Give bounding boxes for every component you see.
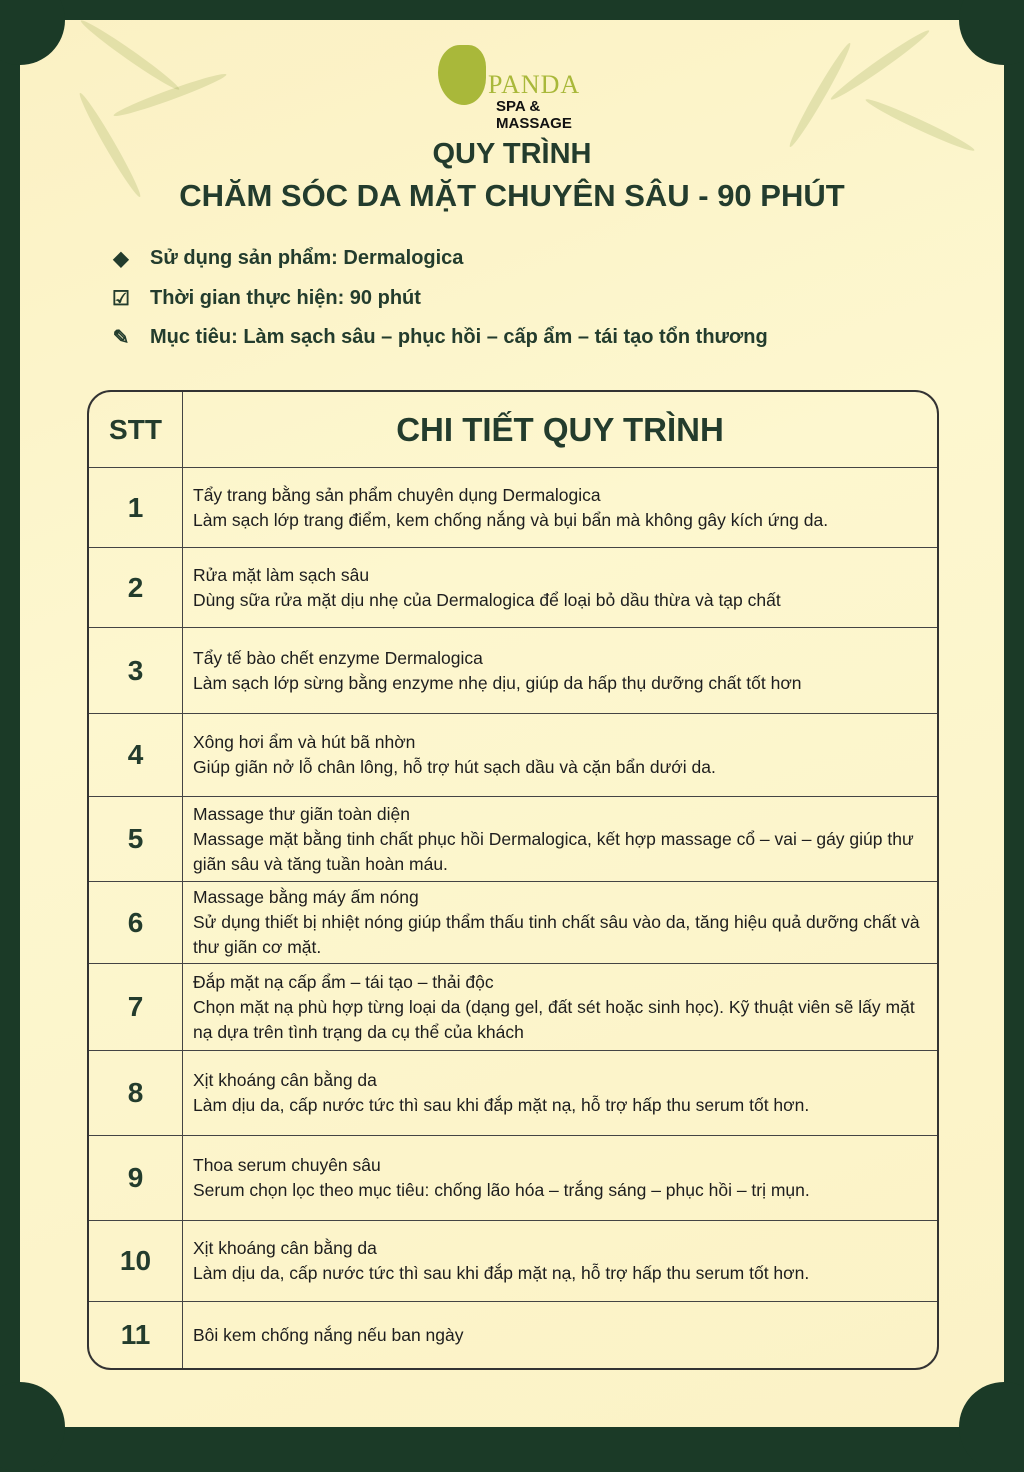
step-detail — [183, 714, 937, 797]
step-number: 1 — [89, 468, 183, 548]
step-detail — [183, 628, 937, 714]
logo-subtitle: SPA & MASSAGE — [496, 98, 572, 132]
step-detail — [183, 1136, 937, 1221]
step-number: 8 — [89, 1051, 183, 1136]
step-title: Xịt khoáng cân bằng da — [193, 1070, 377, 1090]
step-number: 9 — [89, 1136, 183, 1221]
step-title: Đắp mặt nạ cấp ẩm – tái tạo – thải độc — [193, 971, 494, 992]
step-title: Tẩy trang bằng sản phẩm chuyên dụng Dermalogica — [193, 484, 601, 505]
info-duration — [106, 286, 421, 311]
step-number: 4 — [89, 714, 183, 797]
table-row — [89, 468, 937, 548]
step-description: Dùng sữa rửa mặt dịu nhẹ của Dermalogica để loại bỏ dầu thừa và tạp chất — [193, 589, 781, 610]
info-text: Thời gian thực hiện: 90 phút — [150, 287, 421, 309]
step-description: Làm dịu da, cấp nước tức thì sau khi đắp mặt nạ, hỗ trợ hấp thu serum tốt hơn. — [193, 1095, 810, 1115]
bamboo-leaf-decoration — [786, 41, 855, 150]
diamond-icon: ◆ — [113, 248, 129, 270]
step-title: Rửa mặt làm sạch sâu — [193, 564, 370, 585]
info-text: Mục tiêu: Làm sạch sâu – phục hồi – cấp ẩm – tái tạo tổn thương — [150, 326, 768, 348]
step-number: 6 — [89, 882, 183, 964]
table-row — [89, 714, 937, 797]
step-detail — [183, 882, 937, 964]
step-detail — [183, 468, 937, 548]
header-stt: STT — [89, 392, 183, 468]
panda-logo — [438, 40, 598, 132]
step-title: Tẩy tế bào chết enzyme Dermalogica — [193, 647, 483, 668]
step-description: Làm sạch lớp trang điểm, kem chống nắng và bụi bẩn mà không gây kích ứng da. — [193, 509, 829, 530]
step-number: 11 — [89, 1302, 183, 1368]
table-row — [89, 548, 937, 628]
bamboo-leaf-decoration — [112, 70, 228, 120]
step-description: Làm dịu da, cấp nước tức thì sau khi đắp mặt nạ, hỗ trợ hấp thu serum tốt hơn. — [193, 1263, 810, 1283]
table-row — [89, 628, 937, 714]
title-line-1: QUY TRÌNH — [432, 138, 592, 170]
bamboo-leaf-decoration — [828, 26, 932, 103]
step-detail — [183, 1221, 937, 1302]
step-title: Xông hơi ẩm và hút bã nhờn — [193, 732, 416, 752]
table-row — [89, 1302, 937, 1368]
info-product — [106, 246, 463, 271]
table-row — [89, 1051, 937, 1136]
header-detail: CHI TIẾT QUY TRÌNH — [183, 392, 937, 468]
table-row — [89, 964, 937, 1051]
check-circle-icon: ☑ — [112, 288, 130, 310]
logo-name: PANDA — [488, 70, 581, 99]
step-number: 2 — [89, 548, 183, 628]
table-row — [89, 1221, 937, 1302]
step-title: Thoa serum chuyên sâu — [193, 1155, 381, 1175]
step-number: 3 — [89, 628, 183, 714]
step-description: Làm sạch lớp sừng bằng enzyme nhẹ dịu, giúp da hấp thụ dưỡng chất tốt hơn — [193, 672, 802, 693]
pin-icon: ✎ — [112, 327, 130, 349]
step-title: Bôi kem chống nắng nếu ban ngày — [193, 1324, 464, 1345]
step-number: 7 — [89, 964, 183, 1051]
step-description: Chọn mặt nạ phù hợp từng loại da (dạng gel, đất sét hoặc sinh học). Kỹ thuật viên sẽ lấy mặt nạ dựa trên tình trạng da cụ thể của khách — [193, 996, 915, 1042]
table-row — [89, 797, 937, 882]
table-row — [89, 882, 937, 964]
title-line-2: CHĂM SÓC DA MẶT CHUYÊN SÂU - 90 PHÚT — [179, 178, 845, 213]
step-detail — [183, 1302, 937, 1368]
step-detail — [183, 548, 937, 628]
step-description: Massage mặt bằng tinh chất phục hồi Dermalogica, kết hợp massage cổ – vai – gáy giúp thư giãn sâu và tăng tuần hoàn máu. — [193, 828, 914, 874]
info-text: Sử dụng sản phẩm: Dermalogica — [150, 247, 464, 269]
step-number: 5 — [89, 797, 183, 882]
step-title: Massage thư giãn toàn diện — [193, 803, 410, 824]
step-title: Massage bằng máy ấm nóng — [193, 887, 419, 907]
info-goal — [106, 325, 768, 350]
bamboo-leaf-decoration — [78, 16, 182, 93]
step-number: 10 — [89, 1221, 183, 1302]
step-detail — [183, 964, 937, 1051]
procedure-table — [87, 390, 939, 1370]
panda-icon — [438, 45, 486, 105]
step-detail — [183, 797, 937, 882]
step-title: Xịt khoáng cân bằng da — [193, 1238, 377, 1258]
step-detail — [183, 1051, 937, 1136]
step-description: Serum chọn lọc theo mục tiêu: chống lão hóa – trắng sáng – phục hồi – trị mụn. — [193, 1180, 810, 1200]
step-description: Sử dụng thiết bị nhiệt nóng giúp thẩm thấu tinh chất sâu vào da, tăng hiệu quả dưỡng chất và thư giãn cơ mặt. — [193, 912, 920, 957]
step-description: Giúp giãn nở lỗ chân lông, hỗ trợ hút sạch dầu và cặn bẩn dưới da. — [193, 757, 716, 777]
table-row — [89, 1136, 937, 1221]
